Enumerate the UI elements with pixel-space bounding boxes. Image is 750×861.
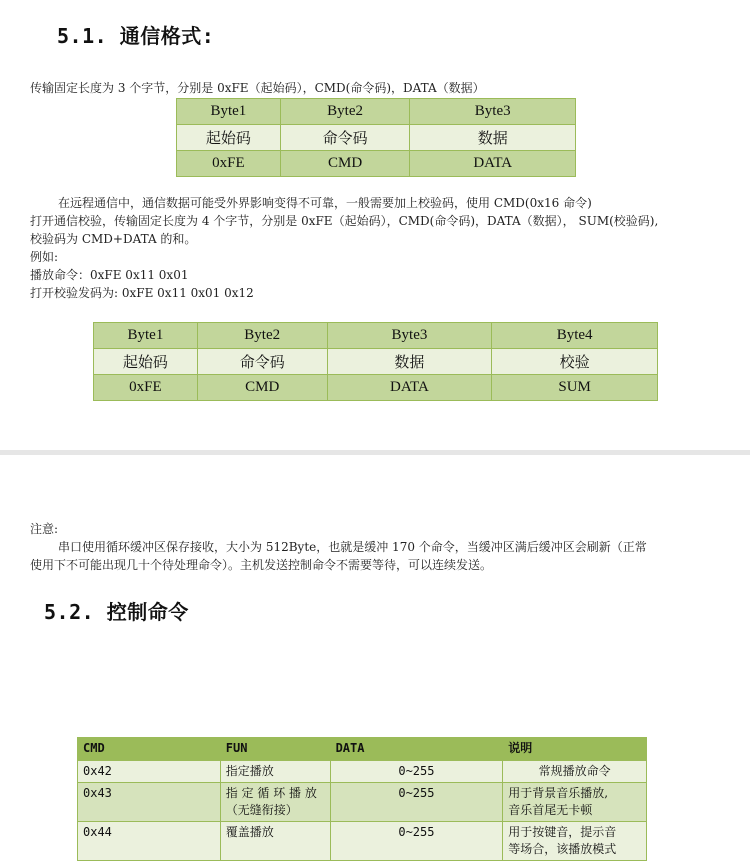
fun-cell (220, 822, 330, 861)
table-cell: Byte2 (197, 323, 327, 349)
table-row (94, 375, 658, 401)
table-row (78, 761, 647, 783)
table-row (177, 151, 576, 177)
table-row (177, 125, 576, 151)
desc-line: 用于背景音乐播放, (508, 786, 609, 800)
fun-line: （无缝衔接） (225, 803, 298, 817)
table-cell: DATA (327, 375, 492, 401)
table-row (78, 783, 647, 822)
column-header: 说明 (503, 738, 647, 761)
cmd-cell: 0x43 (78, 783, 221, 822)
table-cell: 数据 (327, 349, 492, 375)
para-line-5: 播放命令：0xFE 0x11 0x01 (30, 268, 189, 282)
table-cell: 校验 (492, 349, 658, 375)
fun-cell (220, 783, 330, 822)
para-line-1: 在远程通信中，通信数据可能受外界影响变得不可靠，一般需要加上校验码，使用 CMD(0x16 命令) (58, 196, 592, 210)
table-cell: 命令码 (280, 125, 410, 151)
cmd-cell: 0x44 (78, 822, 221, 861)
fun-line: 覆盖播放 (225, 825, 274, 839)
data-cell: 0~255 (330, 761, 503, 783)
table-cell: Byte3 (327, 323, 492, 349)
table-row (78, 822, 647, 861)
note-line-2: 使用下不可能出现几十个待处理命令）。主机发送控制命令不需要等待，可以连续发送。 (30, 558, 493, 572)
fun-line: 指定播放 (225, 764, 274, 778)
control-command-table (77, 737, 647, 861)
table-cell: SUM (492, 375, 658, 401)
section-heading-5-2: 5.2. 控制命令 (44, 600, 189, 624)
table-cell: 数据 (410, 125, 576, 151)
table-header-row (78, 738, 647, 761)
column-header: DATA (330, 738, 503, 761)
desc-cell (503, 822, 647, 861)
note-title: 注意: (30, 522, 59, 536)
data-cell: 0~255 (330, 783, 503, 822)
table-cell: Byte3 (410, 99, 576, 125)
format-table-3byte (176, 98, 576, 177)
table-cell: 命令码 (197, 349, 327, 375)
table-cell: 起始码 (177, 125, 281, 151)
desc-cell (503, 783, 647, 822)
section-heading-5-1: 5.1. 通信格式: (57, 24, 215, 48)
data-cell: 0~255 (330, 822, 503, 861)
desc-line: 音乐首尾无卡顿 (508, 803, 593, 817)
table-cell: 0xFE (94, 375, 198, 401)
column-header: CMD (78, 738, 221, 761)
table-cell: Byte1 (94, 323, 198, 349)
format-table-4byte (93, 322, 658, 401)
desc-line: 常规播放命令 (538, 764, 611, 778)
page-break-divider (0, 450, 750, 455)
desc-cell (503, 761, 647, 783)
para-line-2: 打开通信校验，传输固定长度为 4 个字节，分别是 0xFE（起始码），CMD(命令码)，DATA（数据）， SUM(校验码), (30, 214, 659, 228)
para-line-4: 例如: (30, 250, 59, 264)
note-line-1: 串口使用循环缓冲区保存接收，大小为 512Byte，也就是缓冲 170 个命令，当缓冲区满后缓冲区会刷新（正常 (58, 540, 647, 554)
table-cell: Byte4 (492, 323, 658, 349)
para-line-3: 校验码为 CMD+DATA 的和。 (30, 232, 197, 246)
table-row (94, 349, 658, 375)
table-cell: 起始码 (94, 349, 198, 375)
para-line-6: 打开校验发码为: 0xFE 0x11 0x01 0x12 (30, 286, 254, 300)
intro-text: 传输固定长度为 3 个字节，分别是 0xFE（起始码），CMD(命令码)，DATA（数据） (30, 81, 485, 95)
fun-cell (220, 761, 330, 783)
cmd-cell: 0x42 (78, 761, 221, 783)
column-header: FUN (220, 738, 330, 761)
table-cell: 0xFE (177, 151, 281, 177)
table-cell: DATA (410, 151, 576, 177)
desc-line: 等场合，该播放模式 (508, 842, 617, 856)
table-row (177, 99, 576, 125)
table-cell: CMD (197, 375, 327, 401)
table-row (94, 323, 658, 349)
table-cell: Byte1 (177, 99, 281, 125)
table-cell: Byte2 (280, 99, 410, 125)
table-cell: CMD (280, 151, 410, 177)
desc-line: 用于按键音，提示音 (508, 825, 617, 839)
fun-line: 指 定 循 环 播 放 (225, 786, 317, 800)
